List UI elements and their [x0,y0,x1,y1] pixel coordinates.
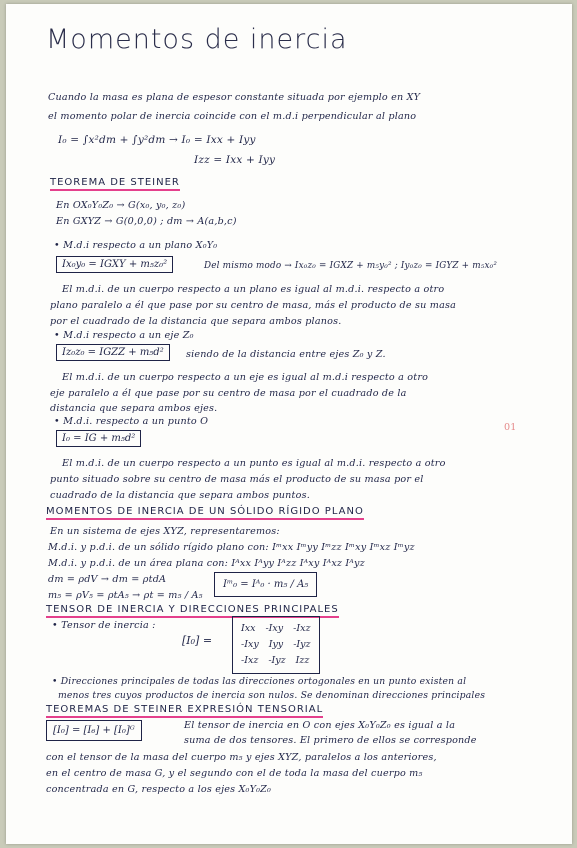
steiner-tensor-text-2: suma de dos tensores. El primero de ellos se corresponde [184,735,477,746]
plane-side-formula: Del mismo modo → Ix₀z₀ = IGXZ + m₅y₀² ; Iy₀z₀ = IGYZ + m₅x₀² [204,261,498,271]
axis-formula-box: Iz₀z₀ = IGZZ + m₅d² [56,344,170,361]
point-formula-box: I₀ = IG + m₅d² [56,430,141,447]
intro-equation-2: Izz = Ixx + Iyy [194,154,276,166]
axis-text-1: El m.d.i. de un cuerpo respecto a un eje es igual al m.d.i respecto a otro [62,372,429,383]
principal-directions-text-2: menos tres cuyos productos de inercia son nulos. Se denominan direcciones principales [58,690,486,701]
axis-text-3: distancia que separa ambos ejes. [50,403,218,414]
point-text-2: punto situado sobre su centro de masa más el producto de su masa por el [50,474,424,485]
steiner-tensor-text-5: concentrada en G, respecto a los ejes X₀Y₀Z₀ [46,784,272,795]
steiner-tensor-text-4: en el centro de masa G, y el segundo con el de toda la masa del cuerpo m₅ [46,768,423,779]
area-mass-formula-box: Iᵐ₀ = Iᴬ₀ · m₅ / A₅ [214,572,317,597]
rigid-line-3: M.d.i. y p.d.i. de un área plana con: Iᴬxx Iᴬyy Iᴬzz Iᴬxy Iᴬxz Iᴬyz [48,558,365,569]
margin-note: 01 [504,422,517,433]
section-heading-steiner: TEOREMA DE STEINER [50,177,180,191]
point-text-1: El m.d.i. de un cuerpo respecto a un punto es igual al m.d.i. respecto a otro [62,458,446,469]
intro-line-2: el momento polar de inercia coincide con el m.d.i perpendicular al plano [48,111,417,122]
steiner-line-1: En OX₀Y₀Z₀ → G(x₀, y₀, z₀) [56,200,186,211]
inertia-matrix [232,616,320,674]
matrix-row-2 [241,637,311,653]
matrix-cell: -Ixz [293,623,311,634]
notebook-page [6,4,572,844]
tensor-lhs: [I₀] = [182,634,213,647]
rigid-line-4: dm = ρdV → dm = ρtdA [48,574,167,585]
steiner-tensor-text-3: con el tensor de la masa del cuerpo m₅ y ejes XYZ, paralelos a los anteriores, [46,752,437,763]
matrix-cell: -Iyz [293,639,311,650]
matrix-row-1 [241,621,311,637]
steiner-tensor-box: [I₀] = [I₆] + [I₀]ᴳ [46,720,142,741]
plane-text-1: El m.d.i. de un cuerpo respecto a un plano es igual al m.d.i. respecto a otro [62,284,445,295]
matrix-cell: -Ixy [241,639,259,650]
rigid-line-2: M.d.i. y p.d.i. de un sólido rígido plano con: Iᵐxx Iᵐyy Iᵐzz Iᵐxy Iᵐxz Iᵐyz [48,542,415,553]
page-title: Momentos de inercia [46,24,348,55]
plane-text-3: por el cuadrado de la distancia que separa ambos planos. [50,316,342,327]
matrix-cell: Izz [295,655,310,666]
point-label: • M.d.i. respecto a un punto O [54,416,209,427]
section-heading-steiner-tensor: TEOREMAS DE STEINER EXPRESIÓN TENSORIAL [46,704,323,718]
point-text-3: cuadrado de la distancia que separa ambos puntos. [50,490,310,501]
axis-text-2: eje paralelo a él que pase por su centro de masa por el cuadrado de la [50,388,407,399]
rigid-line-1: En un sistema de ejes XYZ, representaremos: [50,526,280,537]
intro-line-1: Cuando la masa es plana de espesor constante situada por ejemplo en XY [48,92,421,103]
plane-formula-box: Ix₀y₀ = IGXY + m₅z₀² [56,256,173,273]
steiner-tensor-text-1: El tensor de inercia en O con ejes X₀Y₀Z₀ es igual a la [184,720,456,731]
steiner-line-2: En GXYZ → G(0,0,0) ; dm → A(a,b,c) [56,216,237,227]
section-heading-rigid-body: MOMENTOS DE INERCIA DE UN SÓLIDO RÍGIDO PLANO [46,506,364,520]
matrix-cell: Iyy [268,639,284,650]
matrix-row-3 [241,653,311,669]
matrix-cell: -Ixy [265,623,284,634]
principal-directions-text-1: • Direcciones principales de todas las direcciones ortogonales en un punto existen al [52,676,467,687]
plane-label: • M.d.i respecto a un plano X₀Y₀ [54,240,218,251]
plane-text-2: plano paralelo a él que pase por su centro de masa, más el producto de su masa [50,300,457,311]
rigid-line-5: m₅ = ρV₅ = ρtA₅ → ρt = m₅ / A₅ [48,590,203,601]
matrix-cell: Ixx [241,623,256,634]
tensor-label: • Tensor de inercia : [52,620,156,631]
section-heading-tensor: TENSOR DE INERCIA Y DIRECCIONES PRINCIPALES [46,604,339,618]
axis-side-text: siendo de la distancia entre ejes Z₀ y Z. [186,349,386,360]
matrix-cell: -Iyz [268,655,286,666]
axis-label: • M.d.i respecto a un eje Z₀ [54,330,194,341]
intro-equation-1: I₀ = ∫x²dm + ∫y²dm → I₀ = Ixx + Iyy [58,134,256,146]
matrix-cell: -Ixz [241,655,259,666]
